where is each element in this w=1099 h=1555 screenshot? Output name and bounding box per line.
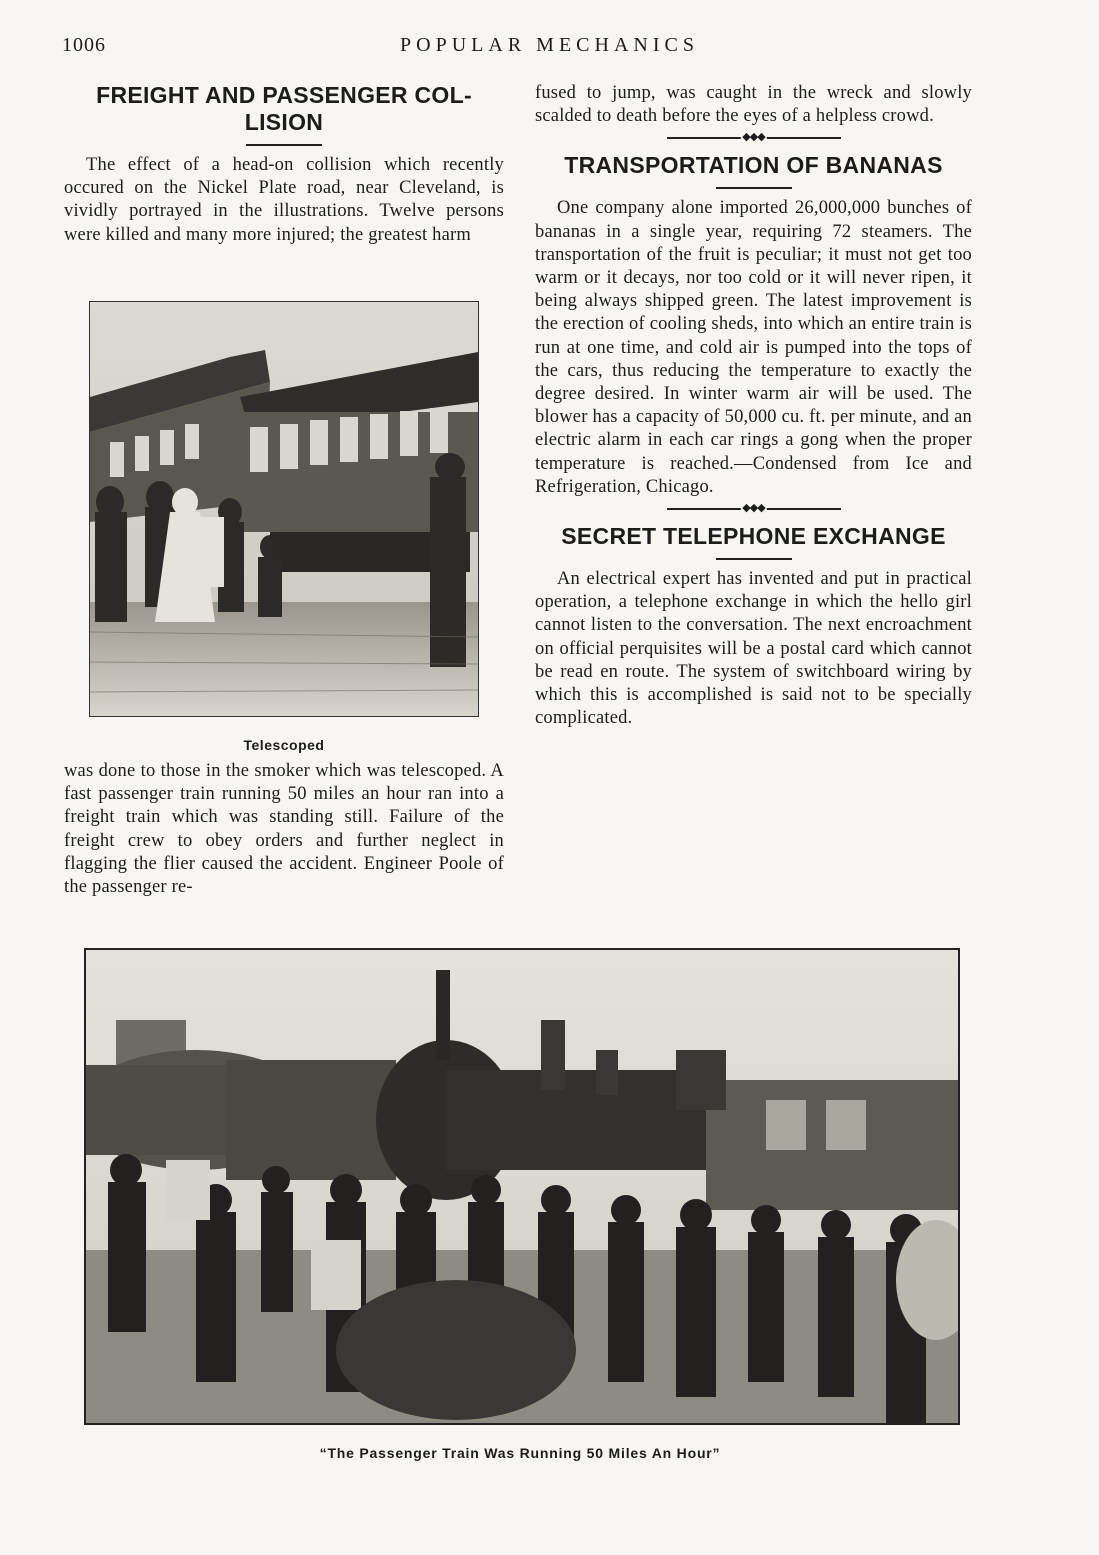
headline-rule — [716, 558, 792, 560]
article-paragraph: The effect of a head-on collision which recently occured on the Nickel Plate road, near Cleveland, is vividly portrayed in the illustrations. Twelve persons were killed and many more injured; the greatest harm — [64, 155, 504, 245]
ornament-divider — [667, 132, 841, 144]
headline-rule — [716, 187, 792, 189]
headline-bananas: TRANSPORTATION OF BANANAS — [564, 152, 943, 179]
caption-telescoped: Telescoped — [243, 737, 325, 753]
article-freight-collision — [64, 82, 504, 247]
photo-locomotive-wreck — [84, 948, 960, 1425]
article-paragraph: One company alone imported 26,000,000 bunches of bananas in a single year, requiring 72 steamers. The transportation of the fruit is peculiar; it must not get too warm or it decays, nor too cold or it will never ripen, it being always shipped green. The latest improvement is the erection of cooling sheds, into which an entire train is run at one time, and cold air is pumped into the tops of the cars, thus reducing the temperature to exactly the degree desired. In winter warm air will be used. The blower has a capacity of 50,000 cu. ft. per minute, and an electric alarm in each car rings a gong when the proper temperature is reached.—Condensed from Ice and Refrigeration, Chicago. — [535, 198, 972, 497]
caption-locomotive-wreck: “The Passenger Train Was Running 50 Miles An Hour” — [319, 1445, 721, 1461]
photo-telescoped-cars — [89, 301, 479, 717]
headline-telephone: SECRET TELEPHONE EXCHANGE — [561, 523, 946, 550]
headline-line-2: LISION — [244, 109, 324, 135]
headline-rule — [246, 144, 322, 146]
article-paragraph: An electrical expert has invented and put in practical operation, a telephone exchange in which the hello girl cannot listen to the conversation. The next encroachment on official perquisites will be a postal card which cannot be read en route. The system of switchboard wiring by which this is accomplished is said not to be specially complicated. — [535, 569, 972, 729]
ornament-divider — [667, 503, 841, 515]
page-number: 1006 — [62, 34, 106, 56]
headline-freight-collision — [64, 82, 504, 136]
article-paragraph-continued: fused to jump, was caught in the wreck and slowly scalded to death before the eyes of a helpless crowd. — [535, 83, 972, 127]
article-freight-collision-continued — [64, 760, 504, 899]
diamond-ornament-icon: ◆◆◆ — [742, 501, 765, 515]
running-title: POPULAR MECHANICS — [400, 34, 699, 56]
right-column — [535, 82, 972, 730]
headline-line-1: FREIGHT AND PASSENGER COL- — [96, 82, 472, 108]
diamond-ornament-icon: ◆◆◆ — [742, 130, 765, 144]
article-paragraph: was done to those in the smoker which was telescoped. A fast passenger train running 50 miles an hour ran into a freight train which was standing still. Failure of the freight crew to obey orders and further neglect in flagging the flier caused the accident. Engineer Poole of the passenger re- — [64, 761, 504, 898]
